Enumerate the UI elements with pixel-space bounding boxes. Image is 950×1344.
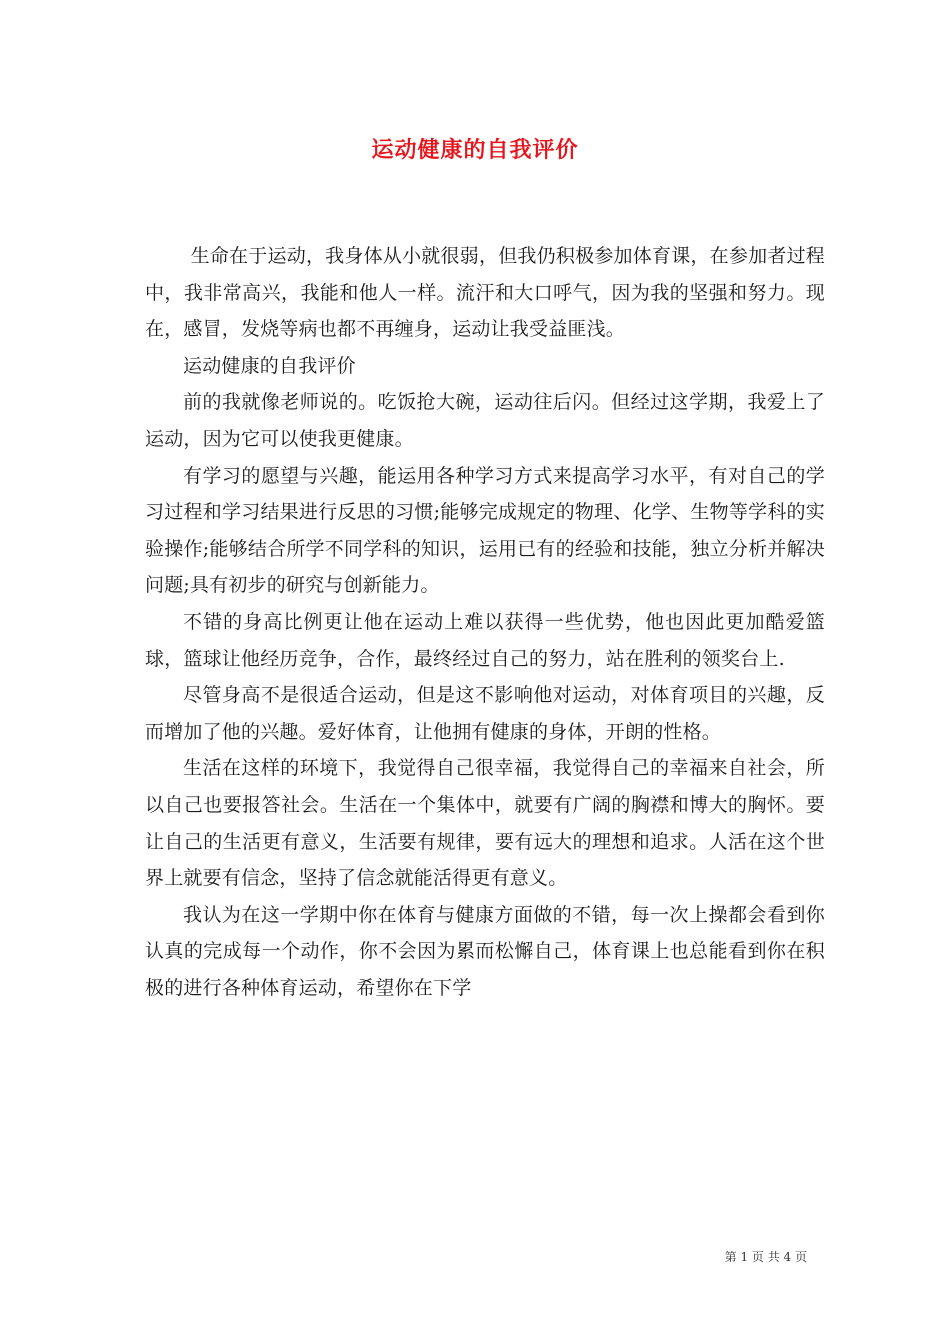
document-body — [145, 238, 825, 1006]
paragraph-4: 有学习的愿望与兴趣，能运用各种学习方式来提高学习水平，有对自己的学习过程和学习结果进行反思的习惯;能够完成规定的物理、化学、生物等学科的实验操作;能够结合所学不同学科的知识，运用已有的经验和技能，独立分析并解决问题;具有初步的研究与创新能力。 — [145, 464, 825, 597]
paragraph-7: 生活在这样的环境下，我觉得自己很幸福，我觉得自己的幸福来自社会，所以自己也要报答社会。生活在一个集体中，就要有广阔的胸襟和博大的胸怀。要让自己的生活更有意义，生活要有规律，要有远大的理想和追求。人活在这个世界上就要有信念，坚持了信念就能活得更有意义。 — [145, 757, 825, 890]
paragraph-1: 生命在于运动，我身体从小就很弱，但我仍积极参加体育课，在参加者过程中，我非常高兴，我能和他人一样。流汗和大口呼气，因为我的坚强和努力。现在，感冒，发烧等病也都不再缠身，运动让我受益匪浅。 — [145, 245, 825, 341]
paragraph-8: 我认为在这一学期中你在体育与健康方面做的不错，每一次上操都会看到你认真的完成每一个动作，你不会因为累而松懈自己，体育课上也总能看到你在积极的进行各种体育运动，希望你在下学 — [145, 903, 825, 999]
page-number-footer: 第 1 页 共 4 页 — [724, 1250, 807, 1264]
paragraph-6: 尽管身高不是很适合运动，但是这不影响他对运动，对体育项目的兴趣，反而增加了他的兴趣。爱好体育，让他拥有健康的身体，开朗的性格。 — [145, 684, 825, 743]
paragraph-subheading: 运动健康的自我评价 — [183, 354, 356, 377]
paragraph-5: 不错的身高比例更让他在运动上难以获得一些优势，他也因此更加酷爱篮球，篮球让他经历竞争，合作，最终经过自己的努力，站在胜利的领奖台上. — [145, 610, 825, 670]
document-title: 运动健康的自我评价 — [371, 137, 579, 163]
paragraph-3: 前的我就像老师说的。吃饭抢大碗，运动往后闪。但经过这学期，我爱上了运动，因为它可以使我更健康。 — [145, 391, 825, 450]
